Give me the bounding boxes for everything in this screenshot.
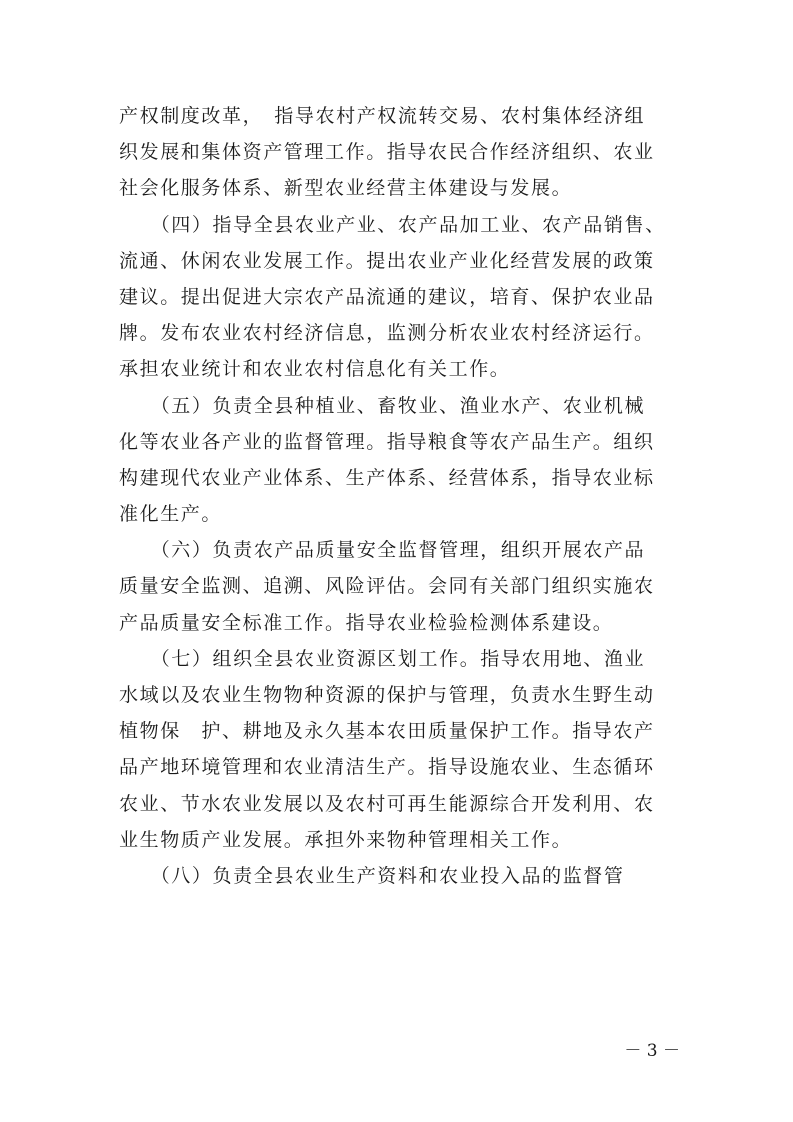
text-line: 构建现代农业产业体系、生产体系、经营体系，指导农业标 <box>119 466 655 489</box>
text-line: 承担农业统计和农业农村信息化有关工作。 <box>119 358 511 381</box>
paragraph-3 <box>119 388 679 533</box>
text-line: 牌。发布农业农村经济信息，监测分析农业农村经济运行。 <box>119 322 655 345</box>
text-line: 植物保 护、耕地及永久基本农田质量保护工作。指导农产 <box>119 720 655 743</box>
text-line: 织发展和集体资产管理工作。指导农民合作经济组织、农业 <box>119 141 655 164</box>
text-line: 农业、节水农业发展以及农村可再生能源综合开发利用、农 <box>119 792 655 815</box>
paragraph-5 <box>119 641 679 858</box>
text-line: （七）组织全县农业资源区划工作。指导农用地、渔业 <box>119 647 646 670</box>
text-line: 水域以及农业生物物种资源的保护与管理，负责水生野生动 <box>119 684 655 706</box>
text-line: 品产地环境管理和农业清洁生产。指导设施农业、生态循环 <box>119 756 655 779</box>
paragraph-4 <box>119 532 679 641</box>
text-line: 产权制度改革， 指导农村产权流转交易、农村集体经济组 <box>119 105 646 127</box>
text-line: （五）负责全县种植业、畜牧业、渔业水产、农业机械 <box>119 394 646 417</box>
text-line: 化等农业各产业的监督管理。指导粮食等农产品生产。组织 <box>119 430 655 453</box>
paragraph-2 <box>119 207 679 388</box>
text-line: 产品质量安全标准工作。指导农业检验检测体系建设。 <box>119 611 614 634</box>
body-text <box>119 98 679 894</box>
text-line: 准化生产。 <box>119 503 223 526</box>
paragraph-6 <box>119 858 679 894</box>
page-number: － 3 － <box>624 1041 680 1061</box>
text-line: （四）指导全县农业产业、农产品加工业、农产品销售、 <box>119 213 666 236</box>
paragraph-1 <box>119 98 679 207</box>
text-line: 流通、休闲农业发展工作。提出农业产业化经营发展的政策 <box>119 249 655 272</box>
text-line: 质量安全监测、追溯、风险评估。会同有关部门组织实施农 <box>119 575 655 598</box>
text-line: 建议。提出促进大宗农产品流通的建议，培育、保护农业品 <box>119 285 655 308</box>
text-line: （六）负责农产品质量安全监督管理，组织开展农产品 <box>119 539 646 562</box>
text-line: （八）负责全县农业生产资料和农业投入品的监督管 <box>119 864 625 887</box>
text-line: 业生物质产业发展。承担外来物种管理相关工作。 <box>119 828 573 851</box>
text-line: 社会化服务体系、新型农业经营主体建设与发展。 <box>119 177 573 200</box>
